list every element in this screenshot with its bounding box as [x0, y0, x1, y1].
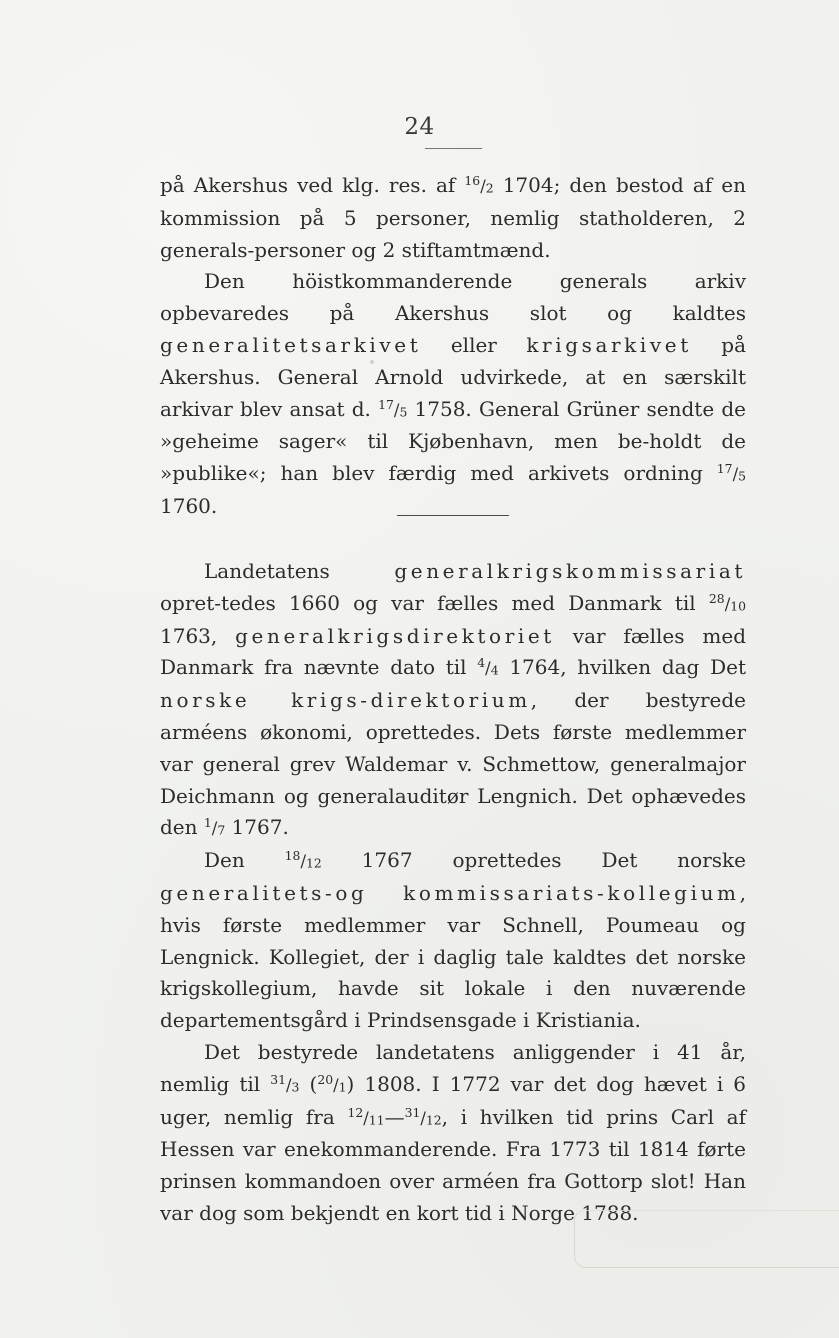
date-fraction [204, 815, 225, 839]
text-run: Det bestyrede landetatens anliggender i 41 år, nemlig til [160, 1039, 746, 1096]
fraction-slash: / [333, 1075, 339, 1095]
fraction-month: 5 [738, 468, 746, 484]
date-fraction [285, 848, 322, 872]
text-run: var fælles med Danmark fra nævnte dato til [160, 623, 746, 680]
date-fraction [405, 1105, 442, 1129]
text-run: , hvis første medlemmer var Schnell, Poumeau og Lengnick. Kollegiet, der i daglig tale kaldtes det norske krigskollegium, havde sit lokale i den nuværende departementsgård i Prindsensgade i Kristiania. [160, 880, 746, 1033]
date-fraction [347, 1105, 384, 1129]
fraction-day: 4 [477, 655, 486, 671]
text-run: 1767 oprettedes Det norske [321, 848, 746, 873]
fraction-slash: / [211, 819, 218, 839]
page-number-rule [425, 148, 482, 149]
fraction-day: 1 [203, 815, 212, 831]
fraction-slash: / [480, 177, 486, 196]
fraction-day: 17 [378, 396, 394, 412]
date-fraction [317, 1072, 346, 1096]
date-fraction [709, 591, 746, 615]
fraction-month: 7 [217, 822, 226, 838]
fraction-day: 16 [464, 173, 481, 189]
fraction-slash: / [732, 465, 739, 485]
paper-spot [370, 360, 374, 364]
paper-imprint-mark [574, 1210, 839, 1268]
page-number: 24 [404, 114, 435, 140]
fraction-slash: / [286, 1075, 292, 1095]
text-run: 1767. [225, 815, 289, 840]
fraction-month: 2 [485, 180, 494, 196]
fraction-month: 4 [490, 663, 499, 678]
text-run: — [384, 1104, 405, 1129]
spaced-term: generalkrigskommissariat [394, 559, 746, 583]
fraction-month: 11 [368, 1112, 385, 1128]
fraction-day: 12 [347, 1104, 364, 1120]
spaced-term: generalitets-og kommissariats-kollegium [160, 880, 740, 905]
text-section-one [160, 170, 746, 523]
text-run: Landetatens [204, 559, 395, 583]
date-fraction [378, 397, 407, 421]
spaced-term: generalkrigsdirektoriet [235, 623, 555, 648]
date-fraction [717, 461, 746, 485]
paragraph [160, 1037, 746, 1230]
fraction-day: 20 [317, 1071, 334, 1087]
text-run: opret-tedes 1660 og var fælles med Danmark til [160, 590, 709, 615]
fraction-day: 31 [270, 1071, 287, 1087]
fraction-month: 5 [399, 404, 408, 420]
text-run: 1758. General Grüner sendte de »geheime sager« til Kjøbenhavn, men be-holdt de »publike«; han blev færdig med arkivets ordning [160, 396, 746, 486]
text-run: på Akershus. General Arnold udvirkede, at en særskilt arkivar blev ansat d. [160, 332, 746, 421]
fraction-month: 12 [305, 855, 322, 871]
paragraph [160, 170, 746, 266]
fraction-slash: / [393, 400, 400, 420]
text-run: , i hvilken tid prins Carl af Hessen var enekommanderende. Fra 1773 til 1814 førte prinsen kommandoen over arméen fra Gottorp slot! Han var dog som bekjendt en kort tid i Norge 1788. [160, 1104, 746, 1225]
fraction-slash: / [420, 1108, 426, 1128]
fraction-month: 12 [425, 1112, 442, 1128]
date-fraction [477, 655, 498, 679]
text-run: ) 1808. I 1772 var det dog hævet i 6 uger, nemlig fra [160, 1071, 746, 1129]
paragraph [160, 266, 746, 522]
fraction-month: 3 [291, 1079, 300, 1095]
fraction-day: 31 [404, 1104, 421, 1120]
text-run: 1763, [160, 623, 236, 648]
section-divider [397, 515, 509, 516]
spaced-term: generalitetsarkivet [160, 332, 422, 357]
text-section-two [160, 556, 746, 1230]
text-run: 1704; den bestod af en kommission på 5 personer, nemlig statholderen, 2 generals-personer og 2 stiftamtmænd. [160, 173, 746, 262]
fraction-slash: / [363, 1108, 369, 1128]
spaced-term: norske krigs-direktorium [160, 688, 531, 713]
text-run: 1760. [160, 493, 218, 518]
text-run: Den [204, 848, 285, 873]
fraction-day: 18 [284, 848, 301, 864]
text-run: 1764, hvilken dag Det [498, 655, 746, 680]
fraction-month: 10 [730, 598, 746, 614]
fraction-slash: / [300, 852, 306, 872]
text-run: Den höistkommanderende generals arkiv opbevaredes på Akershus slot og kaldtes [160, 269, 746, 326]
fraction-slash: / [724, 594, 731, 614]
fraction-slash: / [485, 659, 491, 679]
date-fraction [464, 173, 493, 197]
date-fraction [270, 1072, 299, 1096]
text-run: , der bestyrede arméens økonomi, oprettedes. Dets første medlemmer var general grev Waldemar v. Schmettow, generalmajor Deichmann og generalauditør Lengnich. Det ophævedes den [160, 688, 746, 840]
text-run: eller [421, 332, 527, 357]
text-run: på Akershus ved klg. res. af [160, 173, 465, 197]
paragraph [160, 556, 746, 845]
fraction-day: 28 [708, 590, 725, 606]
spaced-term: krigsarkivet [526, 332, 692, 357]
paragraph [160, 845, 746, 1037]
fraction-day: 17 [716, 461, 733, 477]
text-run: ( [299, 1071, 318, 1096]
fraction-month: 1 [338, 1079, 347, 1095]
